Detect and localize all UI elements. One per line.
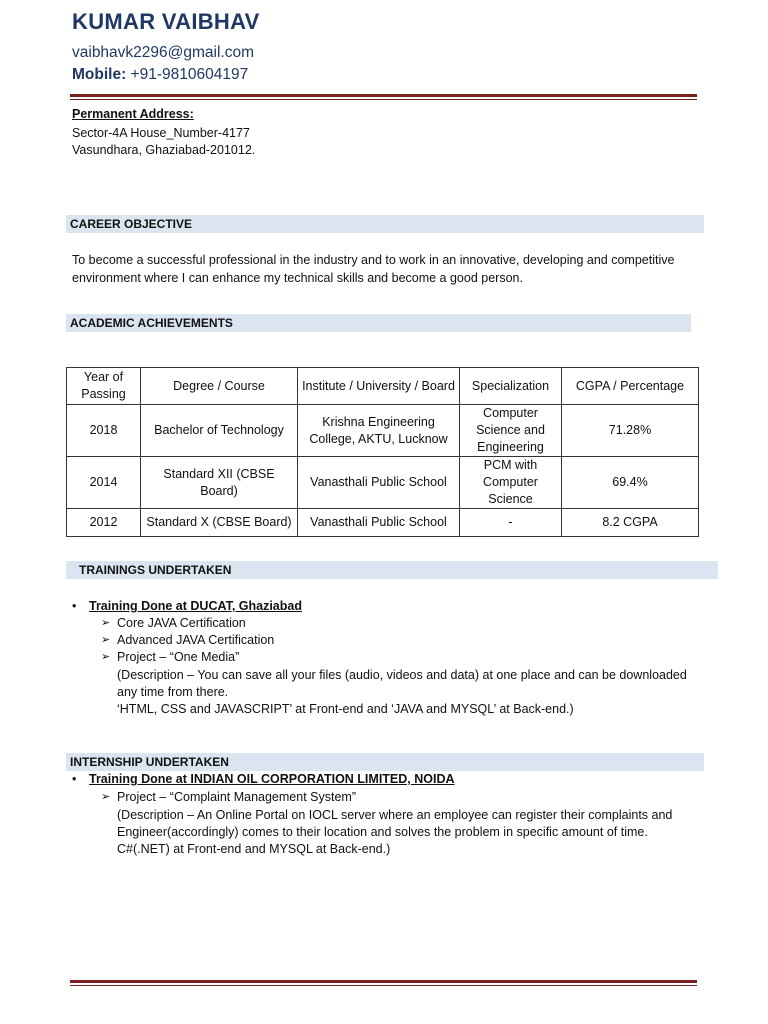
- internship-bullet: [72, 771, 455, 788]
- mobile-number: +91-9810604197: [126, 66, 249, 83]
- list-item-text: Project – “Complaint Management System”: [117, 790, 356, 804]
- list-item: [101, 649, 240, 666]
- career-objective-text: To become a successful professional in the industry and to work in an innovative, developing and competitive environment where I can enhance my technical skills and become a good person.: [72, 253, 675, 285]
- bullet-dot-icon: •: [72, 599, 77, 613]
- address-label: Permanent Address:: [72, 107, 194, 121]
- academic-table: [66, 367, 699, 537]
- address-line-2: Vasundhara, Ghaziabad-201012.: [72, 143, 256, 157]
- list-item: [101, 789, 356, 806]
- degree-cell: Standard X (CBSE Board): [141, 509, 298, 537]
- mobile-label: Mobile:: [72, 66, 127, 83]
- candidate-name: KUMAR VAIBHAV: [72, 9, 260, 34]
- column-header: Specialization: [460, 368, 562, 405]
- arrow-bullet-icon: ➢: [101, 634, 111, 646]
- footer-divider: [70, 980, 697, 986]
- table-row: [67, 405, 699, 457]
- bullet-dot-icon: •: [72, 772, 77, 786]
- training-description-3: ‘HTML, CSS and JAVASCRIPT’ at Front-end and ‘JAVA and MYSQL’ at Back-end.): [117, 702, 574, 716]
- list-item-text: Project – “One Media”: [117, 650, 240, 664]
- internship-description-2: Engineer(accordingly) comes to their location and solves the problem in specific amount of time.: [117, 825, 648, 839]
- internship-heading: INTERNSHIP UNDERTAKEN: [66, 753, 704, 771]
- career-objective-heading: CAREER OBJECTIVE: [66, 215, 704, 233]
- column-header: Degree / Course: [141, 368, 298, 405]
- column-header: CGPA / Percentage: [562, 368, 699, 405]
- institute-cell: Vanasthali Public School: [298, 457, 460, 509]
- degree-cell: Bachelor of Technology: [141, 405, 298, 457]
- training-description-2: any time from there.: [117, 685, 229, 699]
- internship-title: Training Done at INDIAN OIL CORPORATION LIMITED, NOIDA: [89, 772, 455, 786]
- training-title: Training Done at DUCAT, Ghaziabad: [89, 599, 302, 613]
- list-item-text: Advanced JAVA Certification: [117, 633, 275, 647]
- specialization-cell: Computer Science and Engineering: [460, 405, 562, 457]
- table-header-row: [67, 368, 699, 405]
- institute-cell: Vanasthali Public School: [298, 509, 460, 537]
- header-divider: [70, 94, 697, 100]
- list-item: [101, 615, 246, 632]
- score-cell: 8.2 CGPA: [562, 509, 699, 537]
- mobile-line: [72, 66, 248, 84]
- training-description-1: (Description – You can save all your files (audio, videos and data) at one place and can be downloaded: [117, 668, 687, 682]
- year-cell: 2012: [67, 509, 141, 537]
- list-item-text: Core JAVA Certification: [117, 616, 246, 630]
- table-row: [67, 457, 699, 509]
- training-bullet: [72, 598, 302, 615]
- arrow-bullet-icon: ➢: [101, 791, 111, 803]
- column-header: Year of Passing: [67, 368, 141, 405]
- arrow-bullet-icon: ➢: [101, 617, 111, 629]
- year-cell: 2014: [67, 457, 141, 509]
- academic-heading: ACADEMIC ACHIEVEMENTS: [66, 314, 691, 332]
- specialization-cell: -: [460, 509, 562, 537]
- internship-description-3: C#(.NET) at Front-end and MYSQL at Back-end.): [117, 842, 391, 856]
- list-item: [101, 632, 275, 649]
- specialization-cell: PCM with Computer Science: [460, 457, 562, 509]
- internship-description-1: (Description – An Online Portal on IOCL server where an employee can register their complaints and: [117, 808, 673, 822]
- score-cell: 69.4%: [562, 457, 699, 509]
- address-line-1: Sector-4A House_Number-4177: [72, 126, 250, 140]
- trainings-heading: TRAININGS UNDERTAKEN: [66, 561, 718, 579]
- institute-cell: Krishna Engineering College, AKTU, Lucknow: [298, 405, 460, 457]
- degree-cell: Standard XII (CBSE Board): [141, 457, 298, 509]
- table-row: [67, 509, 699, 537]
- column-header: Institute / University / Board: [298, 368, 460, 405]
- score-cell: 71.28%: [562, 405, 699, 457]
- arrow-bullet-icon: ➢: [101, 651, 111, 663]
- year-cell: 2018: [67, 405, 141, 457]
- email-text: vaibhavk2296@gmail.com: [72, 44, 255, 61]
